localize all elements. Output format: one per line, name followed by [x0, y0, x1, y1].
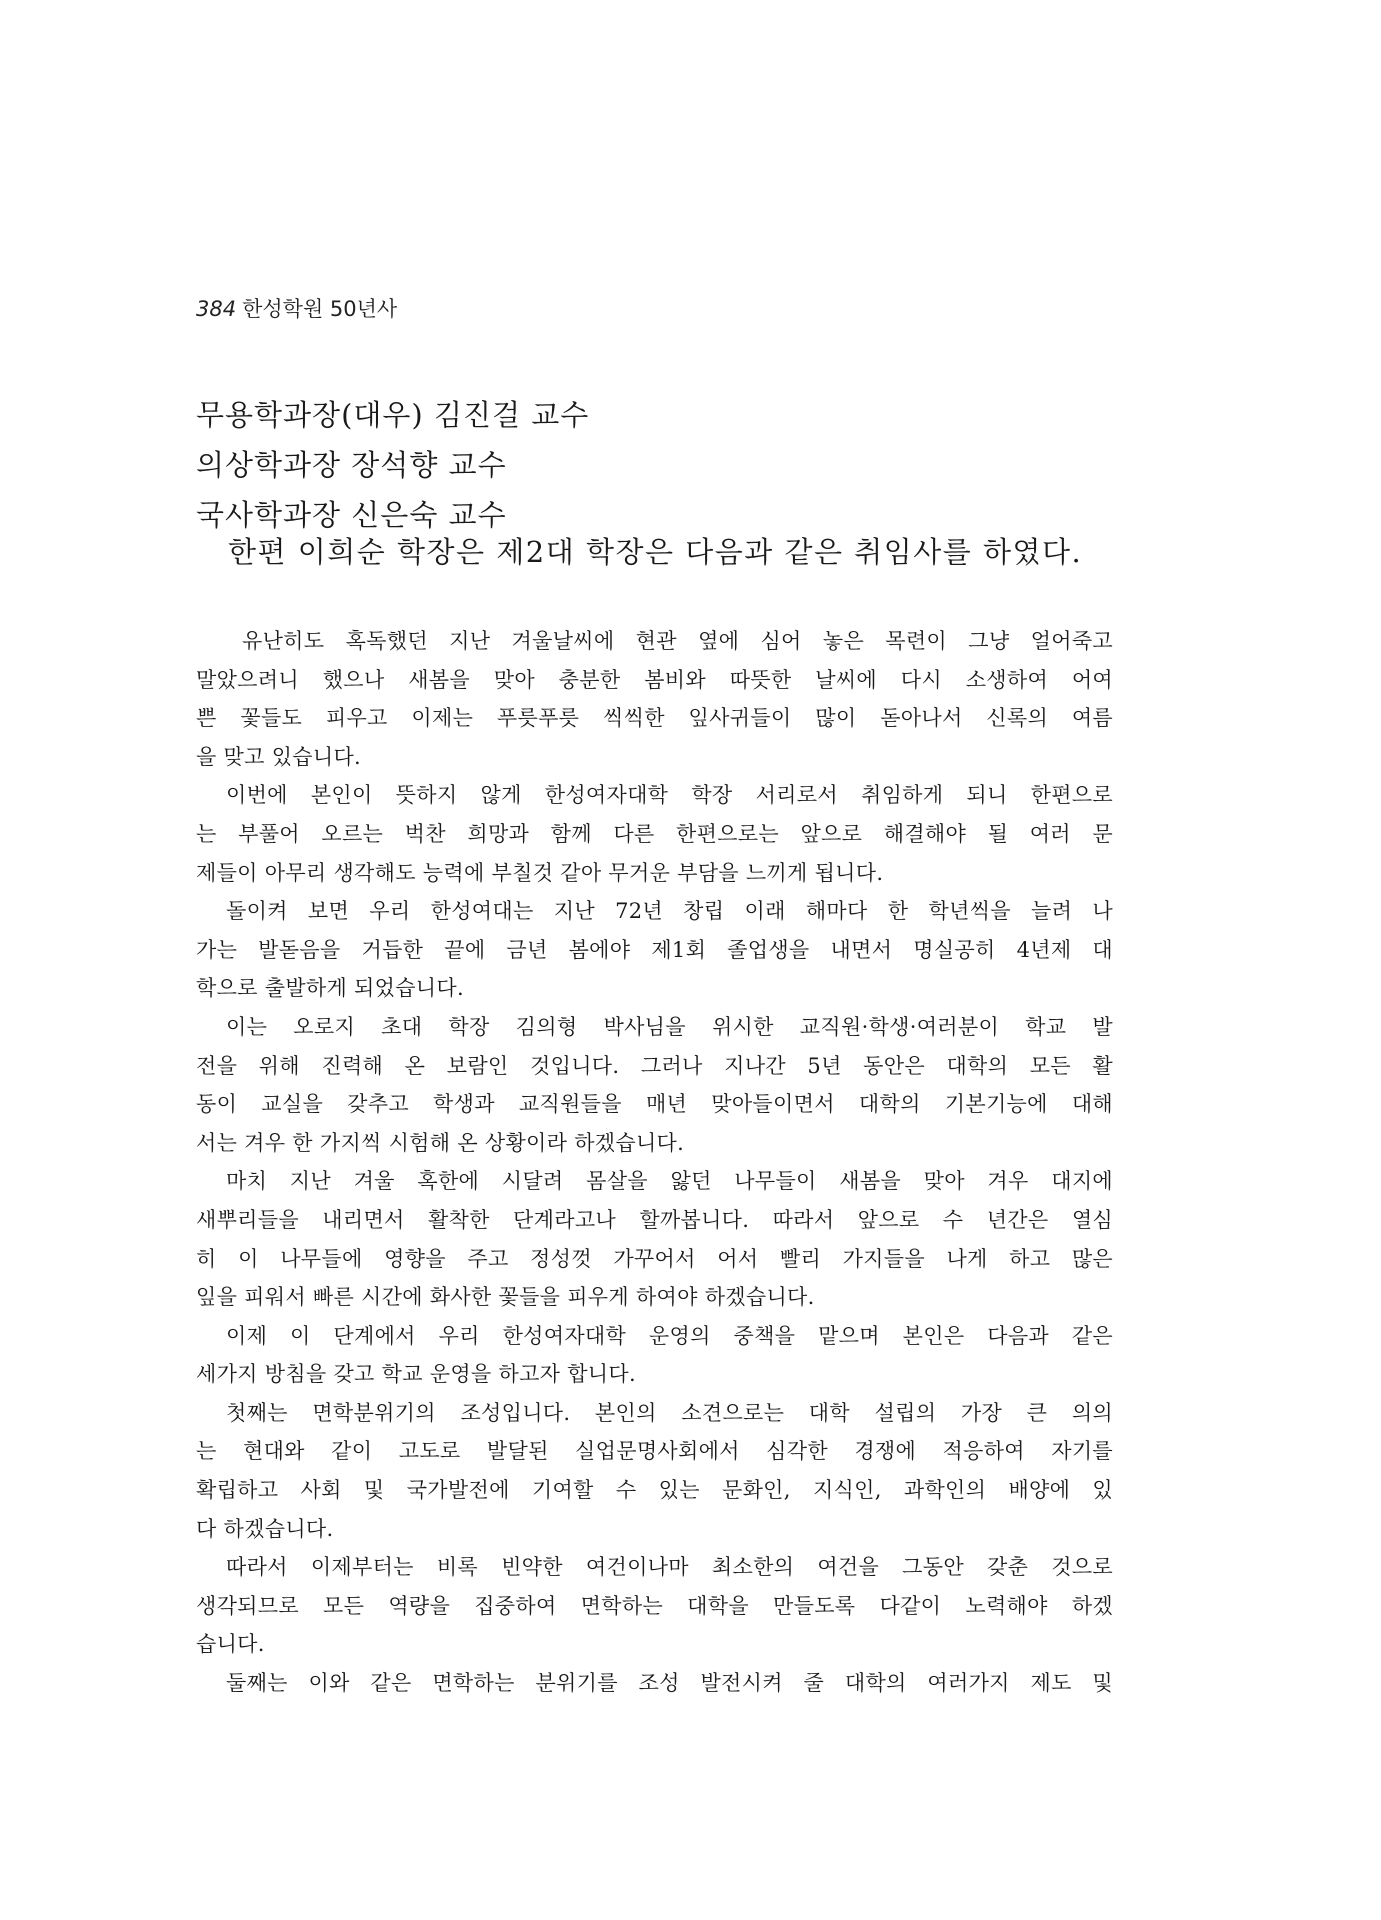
speech-line: 이는 오로지 초대 학장 김의형 박사님을 위시한 교직원·학생·여러분이 학교 발	[226, 1014, 1113, 1039]
speech-line: 세가지 방침을 갖고 학교 운영을 하고자 합니다.	[196, 1362, 636, 1387]
speech-line: 이번에 본인이 뜻하지 않게 한성여자대학 학장 서리로서 취임하게 되니 한편으로	[226, 783, 1113, 808]
speech-line: 습니다.	[196, 1632, 265, 1657]
speech-line: 이제 이 단계에서 우리 한성여자대학 운영의 중책을 맡으며 본인은 다음과 같은	[226, 1323, 1113, 1348]
speech-line: 쁜 꽃들도 피우고 이제는 푸릇푸릇 씩씩한 잎사귀들이 많이 돋아나서 신록의 여름	[196, 706, 1113, 731]
speech-line: 새뿌리들을 내리면서 활착한 단계라고나 할까봅니다. 따라서 앞으로 수 년간은 열심	[196, 1207, 1113, 1232]
speech-line: 돌이켜 보면 우리 한성여대는 지난 72년 창립 이래 해마다 한 학년씩을 늘려 나	[226, 899, 1113, 924]
speech-line: 잎을 피워서 빠른 시간에 화사한 꽃들을 피우게 하여야 하겠습니다.	[196, 1285, 815, 1310]
role-line: 국사학과장 신은숙 교수	[196, 498, 507, 532]
role-line: 무용학과장(대우) 김진걸 교수	[196, 398, 590, 432]
role-list	[196, 390, 1196, 540]
speech-line: 전을 위해 진력해 온 보람인 것입니다. 그러나 지나간 5년 동안은 대학의 모든 활	[196, 1053, 1113, 1078]
inaugural-speech	[196, 622, 1113, 1703]
speech-line: 둘째는 이와 같은 면학하는 분위기를 조성 발전시켜 줄 대학의 여러가지 제도 및	[226, 1671, 1113, 1696]
running-header	[196, 293, 397, 323]
speech-line: 동이 교실을 갖추고 학생과 교직원들을 매년 맞아들이면서 대학의 기본기능에 대해	[196, 1092, 1113, 1117]
speech-line: 말았으려니 했으나 새봄을 맞아 충분한 봄비와 따뜻한 날씨에 다시 소생하여 어여	[196, 667, 1113, 692]
intro-sentence: 한편 이희순 학장은 제2대 학장은 다음과 같은 취임사를 하였다.	[228, 535, 1083, 569]
speech-line: 서는 겨우 한 가지씩 시험해 온 상황이라 하겠습니다.	[196, 1130, 685, 1155]
speech-line: 따라서 이제부터는 비록 빈약한 여건이나마 최소한의 여건을 그동안 갖춘 것으로	[226, 1555, 1113, 1580]
speech-line: 가는 발돋음을 거듭한 끝에 금년 봄에야 제1회 졸업생을 내면서 명실공히 4년제 대	[196, 937, 1113, 962]
speech-line: 제들이 아무리 생각해도 능력에 부칠것 같아 무거운 부담을 느끼게 됩니다.	[196, 860, 884, 885]
speech-line: 첫째는 면학분위기의 조성입니다. 본인의 소견으로는 대학 설립의 가장 큰 의의	[226, 1400, 1113, 1425]
speech-line: 마치 지난 겨울 혹한에 시달려 몸살을 앓던 나무들이 새봄을 맞아 겨우 대지에	[226, 1169, 1113, 1194]
speech-line: 학으로 출발하게 되었습니다.	[196, 976, 464, 1001]
speech-line: 는 현대와 같이 고도로 발달된 실업문명사회에서 심각한 경쟁에 적응하여 자기를	[196, 1439, 1113, 1464]
speech-line: 생각되므로 모든 역량을 집중하여 면학하는 대학을 만들도록 다같이 노력해야 하겠	[196, 1593, 1113, 1618]
book-title: 한성학원 50년사	[242, 297, 398, 321]
speech-line: 확립하고 사회 및 국가발전에 기여할 수 있는 문화인, 지식인, 과학인의 배양에 있	[196, 1478, 1113, 1503]
speech-line: 히 이 나무들에 영향을 주고 정성껏 가꾸어서 어서 빨리 가지들을 나게 하고 많은	[196, 1246, 1113, 1271]
speech-line: 유난히도 혹독했던 지난 겨울날씨에 현관 옆에 심어 놓은 목련이 그냥 얼어죽고	[242, 629, 1113, 653]
speech-line: 는 부풀어 오르는 벅찬 희망과 함께 다른 한편으로는 앞으로 해결해야 될 여러 문	[196, 821, 1113, 846]
page-number: 384	[196, 297, 237, 321]
role-line: 의상학과장 장석향 교수	[196, 448, 507, 482]
speech-line: 다 하겠습니다.	[196, 1516, 334, 1541]
speech-line: 을 맞고 있습니다.	[196, 744, 362, 769]
